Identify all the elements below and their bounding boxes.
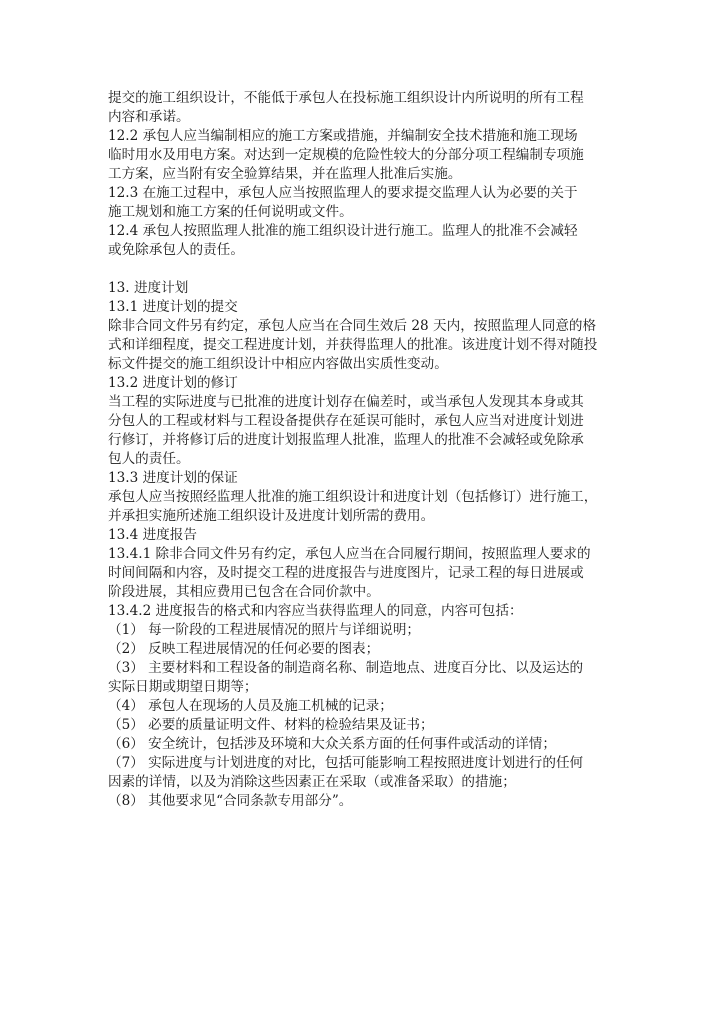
clause-13-4-2: 13.4.2 进度报告的格式和内容应当获得监理人的同意，内容可包括： (108, 603, 523, 619)
list-item-3: （3） 主要材料和工程设备的制造商名称、制造地点、进度百分比、以及运达的 (108, 660, 584, 676)
clause-13-2-heading: 13.2 进度计划的修订 (108, 375, 238, 391)
list-item-7: （7） 实际进度与计划进度的对比，包括可能影响工程按照进度计划进行的任何 (108, 755, 584, 771)
text-line: 阶段进展，其相应费用已包含在合同价款中。 (108, 584, 380, 600)
text-line: 因素的详情，以及为消除这些因素正在采取（或准备采取）的措施； (108, 774, 516, 790)
text-line: 分包人的工程或材料与工程设备提供存在延误可能时，承包人应当对进度计划进 (108, 413, 584, 429)
text-line: 并承担实施所述施工组织设计及进度计划所需的费用。 (108, 508, 435, 524)
list-item-1: （1） 每一阶段的工程进展情况的照片与详细说明； (108, 622, 421, 638)
list-item-6: （6） 安全统计，包括涉及环境和大众关系方面的任何事件或活动的详情； (108, 736, 556, 752)
text-line: 包人的责任。 (108, 451, 190, 467)
clause-13-4-heading: 13.4 进度报告 (108, 527, 197, 543)
text-line: 工方案，应当附有安全验算结果，并在监理人批准后实施。 (108, 166, 462, 182)
text-line: 时间间隔和内容，及时提交工程的进度报告与进度图片，记录工程的每日进展或 (108, 565, 584, 581)
text-line: 式和详细程度，提交工程进度计划，并获得监理人的批准。该进度计划不得对随投 (108, 337, 598, 353)
clause-13-3-heading: 13.3 进度计划的保证 (108, 470, 238, 486)
list-item-2: （2） 反映工程进展情况的任何必要的图表； (108, 641, 380, 657)
text-line: 施工规划和施工方案的任何说明或文件。 (108, 204, 353, 220)
clause-12-2: 12.2 承包人应当编制相应的施工方案或措施，并编制安全技术措施和施工现场 (108, 128, 578, 144)
clause-12-4: 12.4 承包人按照监理人批准的施工组织设计进行施工。监理人的批准不会减轻 (108, 223, 578, 239)
text-line: 或免除承包人的责任。 (108, 242, 244, 258)
section-13-heading: 13. 进度计划 (108, 280, 189, 296)
clause-12-3: 12.3 在施工过程中，承包人应当按照监理人的要求提交监理人认为必要的关于 (108, 185, 578, 201)
text-line: 行修订，并将修订后的进度计划报监理人批准，监理人的批准不会减轻或免除承 (108, 432, 584, 448)
text-line: 实际日期或期望日期等； (108, 679, 258, 695)
text-line: 当工程的实际进度与已批准的进度计划存在偏差时，或当承包人发现其本身或其 (108, 394, 584, 410)
text-line: 提交的施工组织设计，不能低于承包人在投标施工组织设计内所说明的所有工程 (108, 90, 584, 106)
list-item-4: （4） 承包人在现场的人员及施工机械的记录； (108, 698, 393, 714)
document-body (108, 89, 616, 811)
text-line: 标文件提交的施工组织设计中相应内容做出实质性变动。 (108, 356, 448, 372)
list-item-5: （5） 必要的质量证明文件、材料的检验结果及证书； (108, 717, 434, 733)
text-line: 内容和承诺。 (108, 109, 190, 125)
text-line: 临时用水及用电方案。对达到一定规模的危险性较大的分部分项工程编制专项施 (108, 147, 584, 163)
clause-13-1-heading: 13.1 进度计划的提交 (108, 299, 238, 315)
text-line: 除非合同文件另有约定，承包人应当在合同生效后 28 天内，按照监理人同意的格 (108, 318, 597, 334)
text-line: 承包人应当按照经监理人批准的施工组织设计和进度计划（包括修订）进行施工， (108, 489, 598, 505)
blank-line (108, 260, 616, 279)
clause-13-4-1: 13.4.1 除非合同文件另有约定，承包人应当在合同履行期间，按照监理人要求的 (108, 546, 591, 562)
list-item-8: （8） 其他要求见“合同条款专用部分”。 (108, 793, 353, 809)
